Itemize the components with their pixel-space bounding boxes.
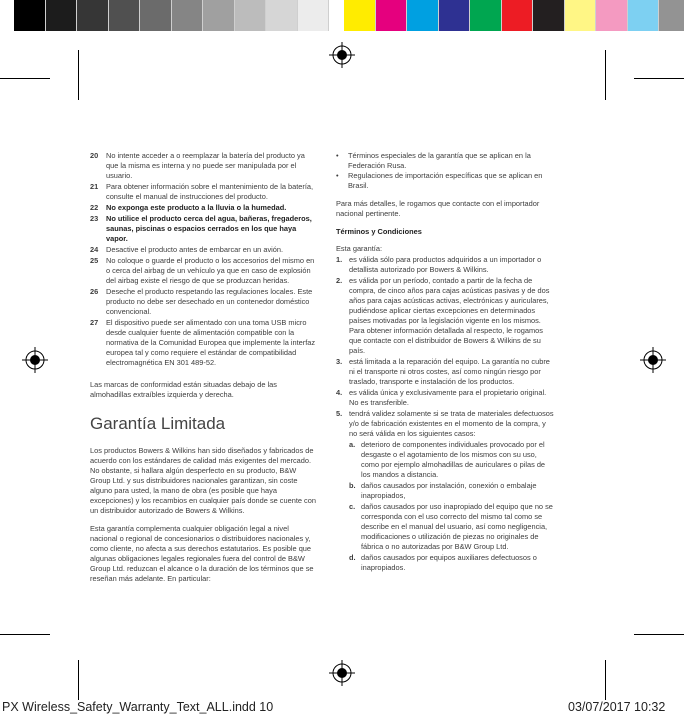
color-swatch: [235, 0, 267, 31]
color-swatch: [344, 0, 376, 31]
crop-mark: [605, 50, 606, 100]
color-swatch: [628, 0, 660, 31]
safety-item: 26 Deseche el producto respetando las regulaciones locales. Este producto no debe ser desechado en un contenedor doméstico convencional.: [90, 287, 313, 316]
color-swatch: [565, 0, 597, 31]
section-heading: Garantía Limitada: [90, 414, 226, 433]
color-swatch: [203, 0, 235, 31]
registration-mark-icon: [640, 347, 666, 373]
crop-mark: [634, 78, 684, 79]
safety-item: 21 Para obtener información sobre el mantenimiento de la batería, consulte el manual de instrucciones del producto.: [90, 182, 314, 201]
safety-item: 23 No utilice el producto cerca del agua, bañeras, fregaderos, saunas, piscinas o espacios cerrados en los que haya vapor.: [90, 214, 312, 243]
safety-item: 20 No intente acceder a o reemplazar la batería del producto ya que la misma es interna y no puede ser manipulada por el usuario.: [90, 151, 305, 180]
registration-mark-icon: [329, 660, 355, 686]
warranty-term: 5. tendrá validez solamente si se trata de materiales defectuosos y/o de fabricación existentes en el momento de la compra, y no será válida en los siguientes casos:: [336, 409, 554, 438]
color-swatch: [376, 0, 408, 31]
safety-item: 27 El dispositivo puede ser alimentado con una toma USB micro desde cualquier fuente de alimentación compatible con la normativa de la Comunidad Europea que implemente la interfaz europea tal y como requiere el estándar de compatibilidad electromagnética EN 301 489-52.: [90, 318, 316, 367]
warranty-paragraph: Los productos Bowers & Wilkins han sido diseñados y fabricados de acuerdo con los estándares de calidad más exigentes del mercado. No obstante, si hallara algún desperfecto en su producto, B&W Group Ltd. y sus distribuidores nacionales garantizan, sin coste alguno para usted, la mano de obra (es posible que haya excepciones) y los recambios en cualquier país donde se cuente con un distribuidor autorizado de Bowers & Wilkins.: [90, 446, 316, 515]
color-swatch: [533, 0, 565, 31]
color-swatch: [470, 0, 502, 31]
crop-mark: [0, 78, 50, 79]
process-color-bar: [344, 0, 684, 31]
safety-item: 24 Desactive el producto antes de embarcar en un avión.: [90, 245, 284, 254]
registration-mark-icon: [22, 347, 48, 373]
color-swatch: [439, 0, 471, 31]
warranty-exclusion: c. daños causados por uso inapropiado del equipo que no se corresponda con el uso correcto del mismo tal como se describe en el manual del usuario, así como negligencia, modificaciones o utilización de piezas no originales de fábrica o no autorizadas por B&W Group Ltd.: [349, 502, 553, 551]
right-column: [336, 151, 556, 574]
color-swatch: [46, 0, 78, 31]
color-swatch: [659, 0, 684, 31]
crop-mark: [78, 660, 79, 700]
left-column: [90, 151, 318, 592]
color-swatch: [502, 0, 534, 31]
crop-mark: [634, 634, 684, 635]
terms-heading: Términos y Condiciones: [336, 227, 422, 236]
warranty-term: 2. es válida por un período, contado a partir de la fecha de compra, de cinco años para cajas acústicas pasivas y de dos años para cajas acústicas activas, electrónicas y auriculares, pudiéndose aplicar ciertas excepciones en determinados países motivadas por la legislación vigente en los mismos. Para obtener información detallada al respecto, le rogamos que contacte con el distribuidor de Bowers & Wilkins de su país.: [336, 276, 550, 355]
warranty-exclusion: a. deterioro de componentes individuales provocado por el desgaste o el agotamiento de los mismos con su uso, como por ejemplo almohadillas de auriculares o pilas de los mandos a distancia.: [349, 440, 546, 479]
color-swatch: [140, 0, 172, 31]
warranty-term: 3. está limitada a la reparación del equipo. La garantía no cubre ni el transporte ni otros costes, así como ningún riesgo por traslado, transporte e instalación de los productos.: [336, 357, 550, 386]
warranty-exclusion: d. daños causados por equipos auxiliares defectuosos o inapropiados.: [349, 553, 537, 572]
bullet-item: • Regulaciones de importación específicas que se aplican en Brasil.: [336, 171, 543, 190]
trademark-note: Las marcas de conformidad están situadas debajo de las almohadillas extraíbles izquierda y derecha.: [90, 380, 277, 399]
safety-item: 25 No coloque o guarde el producto o los accesorios del mismo en o cerca del airbag de un vehículo ya que en caso de explosión del airbag existe el riesgo de que se produzcan heridas.: [90, 256, 315, 285]
slug-timestamp: 03/07/2017 10:32: [568, 700, 666, 714]
color-swatch: [77, 0, 109, 31]
crop-mark: [0, 634, 50, 635]
registration-mark-icon: [329, 42, 355, 68]
bullet-item: • Términos especiales de la garantía que se aplican en la Federación Rusa.: [336, 151, 531, 170]
slug-filename: PX Wireless_Safety_Warranty_Text_ALL.indd 10: [2, 700, 274, 714]
color-swatch: [109, 0, 141, 31]
color-swatch: [266, 0, 298, 31]
color-swatch: [14, 0, 46, 31]
warranty-exclusion: b. daños causados por instalación, conexión o embalaje inapropiados,: [349, 481, 537, 500]
color-swatch: [407, 0, 439, 31]
crop-mark: [78, 50, 79, 100]
grayscale-color-bar: [14, 0, 361, 31]
safety-item: 22 No exponga este producto a la lluvia o la humedad.: [90, 203, 287, 212]
warranty-term: 1. es válida sólo para productos adquiridos a un importador o detallista autorizado por Bowers & Wilkins.: [336, 255, 542, 274]
warranty-paragraph: Esta garantía complementa cualquier obligación legal a nivel nacional o regional de concesionarios o distribuidores nacionales y, como cliente, no afecta a sus derechos estatutarios. Es posible que algunas obligaciones legales regionales fuera del control de B&W Group Ltd. reduzcan el alcance o la duración de los términos que se reseñan más adelante. En particular:: [90, 524, 314, 583]
warranty-term: 4. es válida única y exclusivamente para el propietario original. No es transferible.: [336, 388, 547, 407]
color-swatch: [172, 0, 204, 31]
warranty-intro: Esta garantía:: [336, 244, 383, 253]
crop-mark: [605, 660, 606, 700]
contact-note: Para más detalles, le rogamos que contacte con el importador nacional pertinente.: [336, 199, 540, 218]
color-swatch: [596, 0, 628, 31]
safety-list: [90, 151, 318, 368]
color-swatch: [298, 0, 330, 31]
